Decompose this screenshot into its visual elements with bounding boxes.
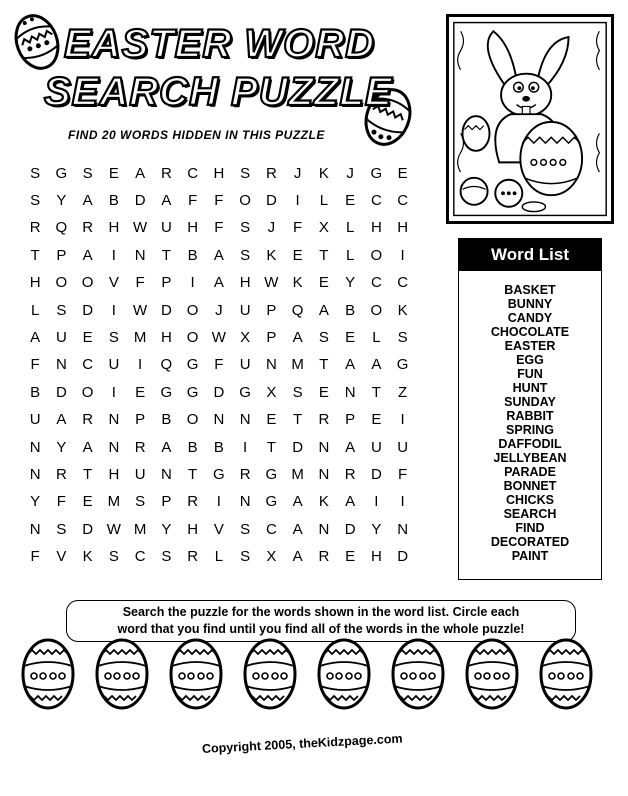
grid-letter[interactable]: A <box>161 438 172 456</box>
word-list <box>459 271 601 563</box>
grid-letter[interactable]: N <box>134 246 146 264</box>
grid-letter[interactable]: R <box>29 219 41 237</box>
copyright: Copyright 2005, theKidzpage.com <box>201 731 403 756</box>
grid-letter[interactable]: S <box>30 164 41 182</box>
grid-letter[interactable]: A <box>292 548 303 566</box>
grid-letter[interactable]: N <box>318 520 330 538</box>
grid-letter[interactable]: N <box>239 493 251 511</box>
grid-letter[interactable]: X <box>240 329 251 347</box>
grid-letter[interactable]: J <box>215 301 223 319</box>
grid-letter[interactable]: Y <box>161 520 172 538</box>
grid-letter[interactable]: E <box>318 274 329 292</box>
grid-letter[interactable]: A <box>161 192 172 210</box>
grid-letter[interactable]: E <box>82 493 93 511</box>
word-list-item: PARADE <box>504 465 556 479</box>
grid-letter[interactable]: X <box>266 548 277 566</box>
grid-letter[interactable]: H <box>187 520 199 538</box>
grid-letter[interactable]: S <box>108 548 119 566</box>
word-list-item: DAFFODIL <box>498 437 562 451</box>
grid-letter[interactable]: R <box>318 548 330 566</box>
word-list-item: SUNDAY <box>504 395 556 409</box>
grid-letter[interactable]: A <box>135 164 146 182</box>
grid-letter[interactable]: H <box>108 219 120 237</box>
grid-row <box>22 516 442 543</box>
grid-letter[interactable]: I <box>111 246 116 264</box>
grid-letter[interactable]: U <box>134 465 146 483</box>
grid-letter[interactable]: R <box>239 465 251 483</box>
grid-letter[interactable]: A <box>82 192 93 210</box>
grid-letter[interactable]: A <box>56 411 67 429</box>
easter-egg-icon <box>20 636 76 712</box>
grid-letter[interactable]: R <box>82 219 94 237</box>
grid-letter[interactable]: C <box>370 274 382 292</box>
grid-letter[interactable]: L <box>319 192 329 210</box>
grid-letter[interactable]: T <box>266 438 276 456</box>
word-list-item: BONNET <box>503 479 557 493</box>
grid-letter[interactable]: G <box>55 164 68 182</box>
grid-letter[interactable]: K <box>292 274 303 292</box>
word-list-item: HUNT <box>512 381 548 395</box>
grid-letter[interactable]: I <box>400 246 405 264</box>
grid-letter[interactable]: F <box>398 465 408 483</box>
word-list-panel <box>458 238 602 580</box>
easter-egg-icon <box>10 10 64 74</box>
grid-letter[interactable]: M <box>291 465 304 483</box>
easter-egg-icon <box>94 636 150 712</box>
grid-letter[interactable]: N <box>318 438 330 456</box>
grid-letter[interactable]: B <box>187 246 198 264</box>
easter-egg-icon <box>464 636 520 712</box>
grid-letter[interactable]: N <box>108 438 120 456</box>
grid-letter[interactable]: R <box>344 465 356 483</box>
word-list-item: EASTER <box>504 339 556 353</box>
grid-letter[interactable]: S <box>240 219 251 237</box>
grid-letter[interactable]: O <box>370 246 383 264</box>
grid-letter[interactable]: B <box>108 192 119 210</box>
grid-row <box>22 461 442 488</box>
grid-letter[interactable]: U <box>29 411 41 429</box>
grid-letter[interactable]: O <box>81 383 94 401</box>
grid-letter[interactable]: G <box>160 383 173 401</box>
grid-letter[interactable]: R <box>265 164 277 182</box>
grid-letter[interactable]: I <box>243 438 248 456</box>
grid-letter[interactable]: F <box>188 192 198 210</box>
grid-letter[interactable]: Y <box>56 438 67 456</box>
grid-letter[interactable]: O <box>186 301 199 319</box>
grid-letter[interactable]: E <box>82 329 93 347</box>
grid-letter[interactable]: A <box>213 274 224 292</box>
grid-letter[interactable]: D <box>370 465 382 483</box>
grid-letter[interactable]: F <box>214 192 224 210</box>
grid-letter[interactable]: I <box>400 411 405 429</box>
grid-row <box>22 324 442 351</box>
grid-letter[interactable]: T <box>161 246 171 264</box>
grid-letter[interactable]: L <box>30 301 40 319</box>
easter-egg-icon <box>390 636 446 712</box>
grid-letter[interactable]: S <box>161 548 172 566</box>
grid-letter[interactable]: C <box>265 520 277 538</box>
grid-letter[interactable]: M <box>107 493 121 511</box>
grid-letter[interactable]: N <box>55 356 67 374</box>
grid-row <box>22 379 442 406</box>
grid-letter[interactable]: A <box>292 520 303 538</box>
grid-letter[interactable]: A <box>345 438 356 456</box>
grid-letter[interactable]: O <box>239 192 251 210</box>
grid-letter[interactable]: K <box>82 548 93 566</box>
grid-letter[interactable]: E <box>108 164 119 182</box>
grid-letter[interactable]: R <box>318 411 330 429</box>
grid-letter[interactable]: J <box>293 164 302 182</box>
grid-letter[interactable]: U <box>239 301 251 319</box>
grid-letter[interactable]: P <box>266 301 277 319</box>
grid-letter[interactable]: Q <box>291 301 304 319</box>
page-subtitle: FIND 20 WORDS HIDDEN IN THIS PUZZLE <box>68 128 325 142</box>
grid-letter[interactable]: E <box>345 329 356 347</box>
grid-letter[interactable]: L <box>345 246 355 264</box>
grid-letter[interactable]: W <box>211 329 226 347</box>
easter-egg-icon <box>538 636 594 712</box>
grid-row <box>22 187 442 214</box>
easter-egg-icon <box>168 636 224 712</box>
grid-letter[interactable]: M <box>133 520 147 538</box>
grid-letter[interactable]: P <box>161 274 172 292</box>
grid-letter[interactable]: L <box>214 548 224 566</box>
grid-letter[interactable]: G <box>186 383 199 401</box>
grid-letter[interactable]: F <box>56 493 66 511</box>
grid-letter[interactable]: W <box>106 520 121 538</box>
grid-letter[interactable]: W <box>264 274 279 292</box>
grid-letter[interactable]: O <box>81 274 94 292</box>
bunny-illustration <box>446 14 614 224</box>
grid-letter[interactable]: W <box>133 301 148 319</box>
grid-letter[interactable]: N <box>29 438 41 456</box>
grid-letter[interactable]: H <box>239 274 251 292</box>
grid-letter[interactable]: U <box>160 219 172 237</box>
instructions-line-2: word that you find until you find all of the words in the whole puzzle! <box>117 622 525 636</box>
grid-letter[interactable]: J <box>346 164 354 182</box>
grid-letter[interactable]: S <box>56 520 67 538</box>
grid-letter[interactable]: A <box>82 246 93 264</box>
grid-letter[interactable]: H <box>370 219 382 237</box>
grid-letter[interactable]: P <box>56 246 67 264</box>
page-title-line-2: SEARCH PUZZLE <box>44 70 393 114</box>
grid-row <box>22 160 442 187</box>
grid-letter[interactable]: P <box>266 329 277 347</box>
grid-letter[interactable]: I <box>295 192 300 210</box>
grid-letter[interactable]: T <box>319 356 329 374</box>
grid-letter[interactable]: I <box>111 301 116 319</box>
grid-row <box>22 242 442 269</box>
grid-letter[interactable]: K <box>318 164 329 182</box>
grid-letter[interactable]: K <box>318 493 329 511</box>
grid-letter[interactable]: A <box>345 493 356 511</box>
grid-letter[interactable]: A <box>292 329 303 347</box>
grid-row <box>22 543 442 570</box>
grid-letter[interactable]: M <box>291 356 304 374</box>
grid-letter[interactable]: A <box>213 246 224 264</box>
word-list-item: RABBIT <box>506 409 554 423</box>
grid-letter[interactable]: N <box>239 411 251 429</box>
decorative-eggs-row <box>14 636 618 712</box>
grid-letter[interactable]: D <box>344 520 356 538</box>
grid-letter[interactable]: S <box>397 329 408 347</box>
grid-letter[interactable]: B <box>345 301 356 319</box>
grid-letter[interactable]: U <box>108 356 120 374</box>
grid-letter[interactable]: W <box>133 219 148 237</box>
grid-row <box>22 434 442 461</box>
grid-letter[interactable]: N <box>397 520 409 538</box>
grid-letter[interactable]: R <box>55 465 67 483</box>
grid-letter[interactable]: D <box>160 301 172 319</box>
title-area <box>8 8 440 158</box>
word-list-item: PAINT <box>511 549 549 563</box>
grid-letter[interactable]: I <box>216 493 221 511</box>
grid-letter[interactable]: G <box>186 356 199 374</box>
grid-letter[interactable]: S <box>30 192 41 210</box>
grid-letter[interactable]: D <box>397 548 409 566</box>
grid-letter[interactable]: L <box>345 219 355 237</box>
grid-letter[interactable]: N <box>265 356 277 374</box>
grid-letter[interactable]: E <box>397 164 408 182</box>
instructions-line-1: Search the puzzle for the words shown in the word list. Circle each <box>122 605 520 619</box>
grid-letter[interactable]: J <box>267 219 276 237</box>
grid-letter[interactable]: F <box>30 356 40 374</box>
grid-letter[interactable]: N <box>318 465 330 483</box>
grid-letter[interactable]: R <box>82 411 94 429</box>
grid-letter[interactable]: T <box>30 246 40 264</box>
grid-letter[interactable]: E <box>371 411 382 429</box>
grid-letter[interactable]: O <box>55 274 68 292</box>
word-list-item: CHOCOLATE <box>490 325 570 339</box>
grid-letter[interactable]: T <box>83 465 93 483</box>
grid-letter[interactable]: I <box>400 493 405 511</box>
grid-letter[interactable]: V <box>56 548 67 566</box>
grid-letter[interactable]: O <box>186 411 199 429</box>
grid-letter[interactable]: U <box>370 438 382 456</box>
grid-letter[interactable]: E <box>345 548 356 566</box>
easter-egg-icon <box>242 636 298 712</box>
grid-letter[interactable]: N <box>29 465 41 483</box>
word-search-grid <box>22 160 442 571</box>
grid-letter[interactable]: A <box>82 438 93 456</box>
grid-letter[interactable]: D <box>82 520 94 538</box>
bunny-icon <box>449 17 611 221</box>
grid-row <box>22 215 442 242</box>
grid-letter[interactable]: U <box>55 329 67 347</box>
grid-letter[interactable]: F <box>135 274 145 292</box>
grid-row <box>22 352 442 379</box>
grid-letter[interactable]: H <box>370 548 382 566</box>
grid-letter[interactable]: X <box>266 383 277 401</box>
grid-letter[interactable]: C <box>370 192 382 210</box>
grid-letter[interactable]: G <box>213 465 225 483</box>
grid-letter[interactable]: G <box>370 164 383 182</box>
word-list-item: CANDY <box>507 311 553 325</box>
grid-letter[interactable]: E <box>345 192 356 210</box>
grid-row <box>22 489 442 516</box>
grid-letter[interactable]: G <box>265 465 278 483</box>
grid-letter[interactable]: G <box>239 383 251 401</box>
grid-letter[interactable]: S <box>240 164 251 182</box>
grid-letter[interactable]: H <box>187 219 199 237</box>
grid-letter[interactable]: C <box>82 356 94 374</box>
word-list-item: BUNNY <box>507 297 553 311</box>
grid-row <box>22 407 442 434</box>
grid-letter[interactable]: S <box>82 164 93 182</box>
word-list-item: BASKET <box>504 283 556 297</box>
word-list-item: DECORATED <box>490 535 570 549</box>
grid-letter[interactable]: I <box>138 356 143 374</box>
grid-letter[interactable]: C <box>397 274 409 292</box>
grid-letter[interactable]: A <box>292 493 303 511</box>
grid-letter[interactable]: Y <box>371 520 382 538</box>
grid-letter[interactable]: U <box>397 438 409 456</box>
grid-letter[interactable]: S <box>240 548 251 566</box>
grid-letter[interactable]: E <box>318 383 329 401</box>
grid-letter[interactable]: F <box>30 548 40 566</box>
grid-letter[interactable]: D <box>55 383 67 401</box>
grid-letter[interactable]: H <box>108 465 120 483</box>
grid-letter[interactable]: B <box>187 438 198 456</box>
grid-letter[interactable]: T <box>319 246 329 264</box>
grid-letter[interactable]: B <box>30 383 41 401</box>
grid-letter[interactable]: V <box>213 520 224 538</box>
grid-letter[interactable]: N <box>160 465 172 483</box>
grid-letter[interactable]: I <box>190 274 195 292</box>
grid-letter[interactable]: H <box>213 164 225 182</box>
grid-letter[interactable]: P <box>345 411 356 429</box>
grid-letter[interactable]: A <box>318 301 329 319</box>
grid-letter[interactable]: U <box>239 356 251 374</box>
grid-letter[interactable]: Y <box>56 192 67 210</box>
grid-letter[interactable]: F <box>293 219 303 237</box>
grid-letter[interactable]: S <box>108 329 119 347</box>
grid-letter[interactable]: P <box>135 411 146 429</box>
grid-letter[interactable]: S <box>292 383 303 401</box>
grid-letter[interactable]: Y <box>30 493 41 511</box>
grid-letter[interactable]: S <box>240 246 251 264</box>
grid-letter[interactable]: C <box>134 548 146 566</box>
grid-letter[interactable]: B <box>161 411 172 429</box>
grid-letter[interactable]: Q <box>55 219 68 237</box>
word-list-item: JELLYBEAN <box>493 451 567 465</box>
grid-letter[interactable]: Z <box>398 383 408 401</box>
word-list-item: SEARCH <box>503 507 557 521</box>
grid-letter[interactable]: O <box>186 329 199 347</box>
grid-letter[interactable]: H <box>397 219 409 237</box>
word-list-item: FIND <box>515 521 545 535</box>
grid-row <box>22 270 442 297</box>
word-list-item: CHICKS <box>506 493 554 507</box>
grid-letter[interactable]: T <box>293 411 303 429</box>
easter-egg-icon <box>316 636 372 712</box>
grid-letter[interactable]: N <box>108 411 120 429</box>
grid-letter[interactable]: B <box>213 438 224 456</box>
word-list-heading: Word List <box>459 239 601 271</box>
grid-letter[interactable]: O <box>370 301 383 319</box>
grid-letter[interactable]: A <box>30 329 41 347</box>
grid-letter[interactable]: Q <box>160 356 173 374</box>
grid-letter[interactable]: C <box>397 192 409 210</box>
grid-letter[interactable]: S <box>135 493 146 511</box>
grid-letter[interactable]: T <box>188 465 198 483</box>
grid-letter[interactable]: S <box>318 329 329 347</box>
grid-letter[interactable]: H <box>29 274 41 292</box>
grid-letter[interactable]: D <box>213 383 225 401</box>
page-title-line-1: EASTER WORD <box>64 22 375 66</box>
grid-letter[interactable]: V <box>108 274 119 292</box>
grid-letter[interactable]: N <box>344 383 356 401</box>
grid-row <box>22 297 442 324</box>
grid-letter[interactable]: C <box>187 164 199 182</box>
grid-letter[interactable]: E <box>135 383 146 401</box>
grid-letter[interactable]: F <box>214 219 224 237</box>
grid-letter[interactable]: A <box>371 356 382 374</box>
grid-letter[interactable]: X <box>318 219 329 237</box>
grid-letter[interactable]: L <box>372 329 381 347</box>
grid-letter[interactable]: D <box>82 301 94 319</box>
grid-letter[interactable]: G <box>265 493 278 511</box>
grid-letter[interactable]: D <box>134 192 146 210</box>
grid-letter[interactable]: R <box>134 438 146 456</box>
word-list-item: SPRING <box>506 423 554 437</box>
grid-letter[interactable]: E <box>266 411 277 429</box>
grid-letter[interactable]: I <box>374 493 379 511</box>
grid-letter[interactable]: P <box>161 493 172 511</box>
grid-letter[interactable]: T <box>371 383 381 401</box>
grid-letter[interactable]: N <box>29 520 41 538</box>
grid-letter[interactable]: K <box>397 301 408 319</box>
grid-letter[interactable]: S <box>56 301 67 319</box>
word-list-item: EGG <box>516 353 544 367</box>
grid-letter[interactable]: R <box>187 548 199 566</box>
grid-letter[interactable]: D <box>265 192 277 210</box>
grid-letter[interactable]: A <box>345 356 356 374</box>
grid-letter[interactable]: G <box>396 356 409 374</box>
grid-letter[interactable]: S <box>240 520 251 538</box>
grid-letter[interactable]: N <box>213 411 225 429</box>
grid-letter[interactable]: D <box>292 438 304 456</box>
grid-letter[interactable]: H <box>160 329 172 347</box>
grid-letter[interactable]: R <box>160 164 172 182</box>
grid-letter[interactable]: E <box>292 246 303 264</box>
grid-letter[interactable]: I <box>111 383 116 401</box>
grid-letter[interactable]: R <box>187 493 199 511</box>
grid-letter[interactable]: F <box>214 356 224 374</box>
word-list-item: FUN <box>517 367 543 381</box>
grid-letter[interactable]: Y <box>345 274 356 292</box>
grid-letter[interactable]: M <box>133 329 147 347</box>
grid-letter[interactable]: K <box>266 246 277 264</box>
